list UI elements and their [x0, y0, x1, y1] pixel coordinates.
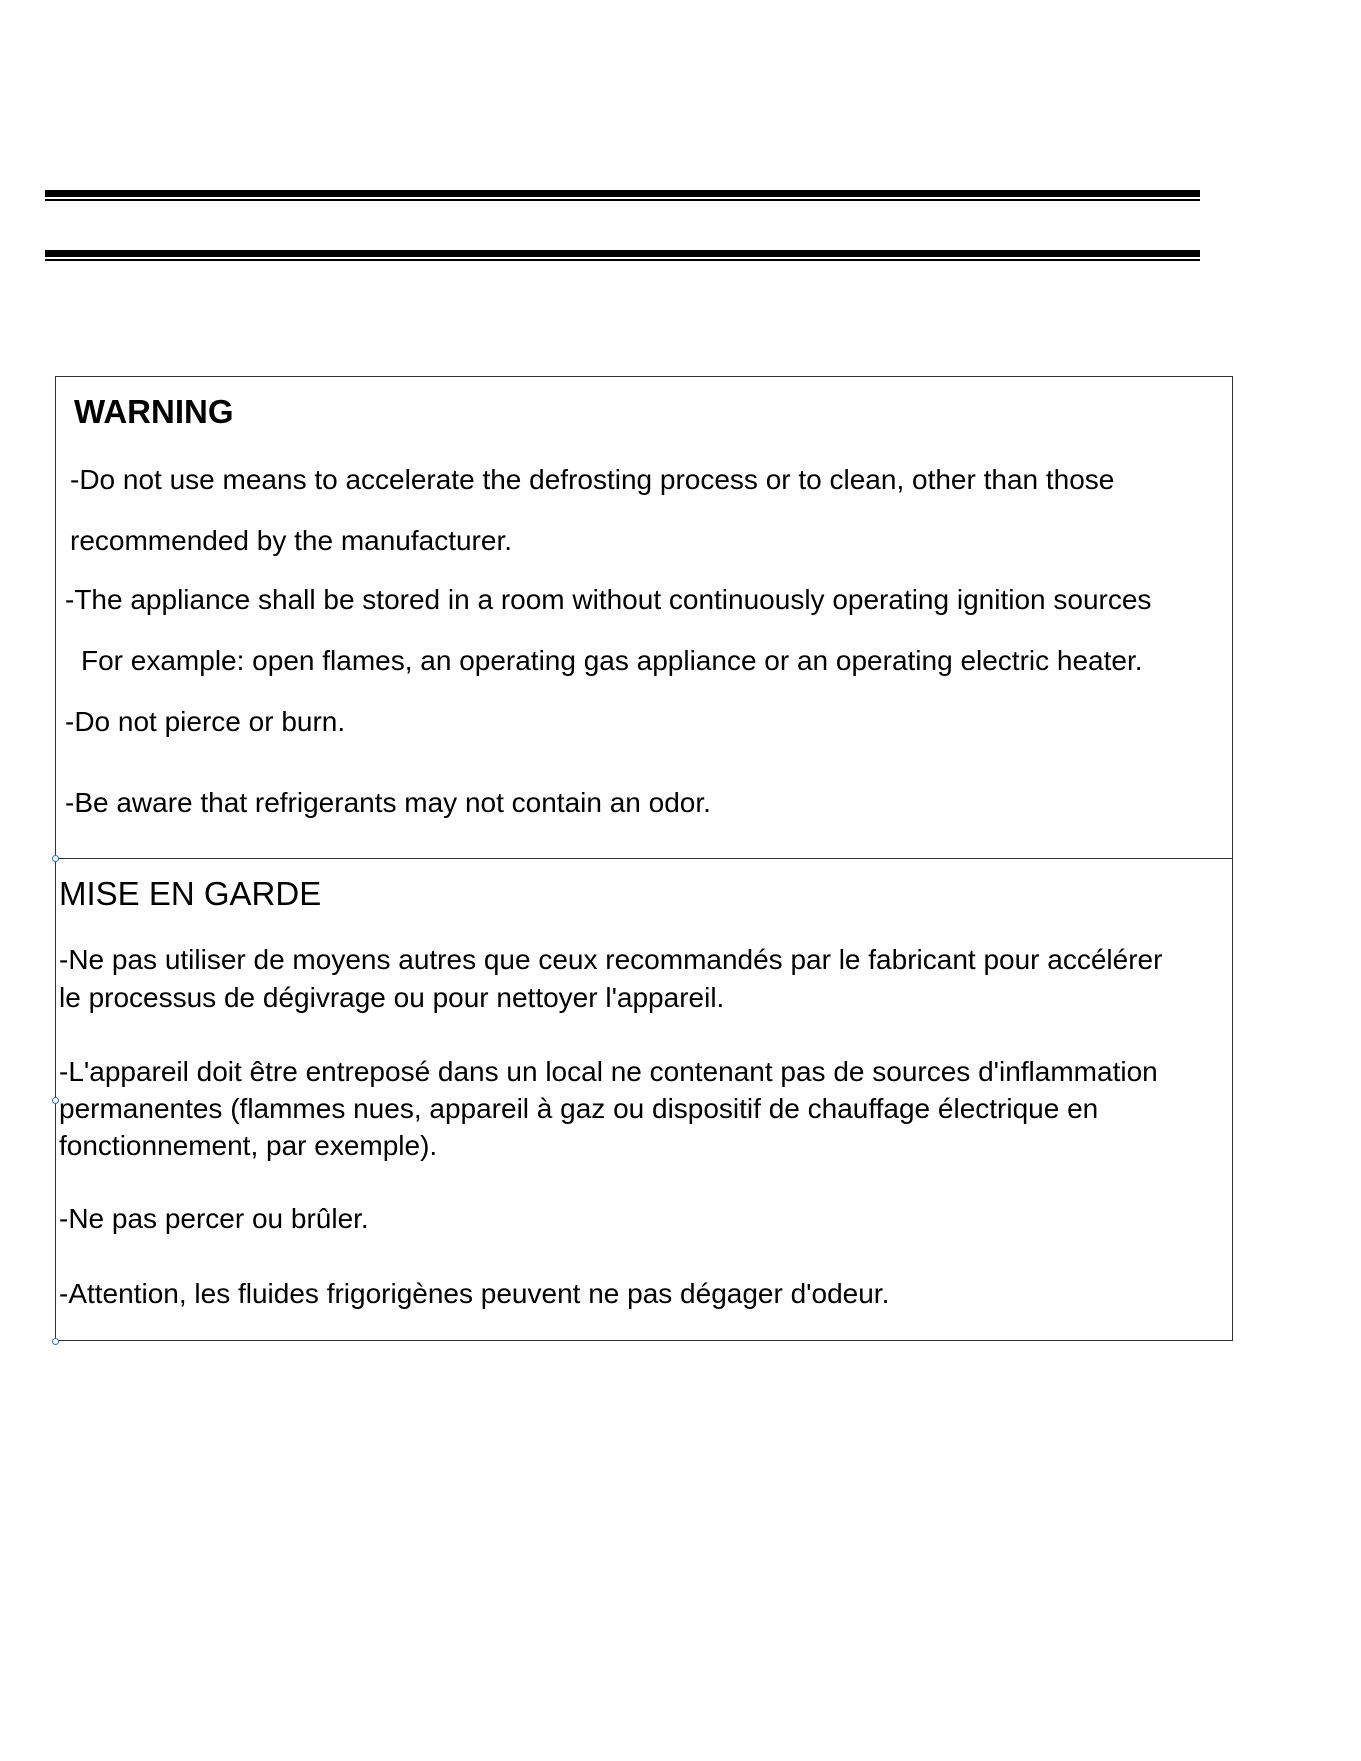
selection-handle-top[interactable]: [52, 855, 59, 862]
warning-heading: WARNING: [74, 393, 234, 430]
selection-handle-middle[interactable]: [52, 1097, 59, 1104]
mise-en-garde-line-5: fonctionnement, par exemple).: [59, 1130, 438, 1161]
mise-en-garde-line-1: -Ne pas utiliser de moyens autres que ceux recommandés par le fabricant pour accélérer: [59, 944, 1163, 975]
warning-line-1: -Do not use means to accelerate the defrosting process or to clean, other than those: [70, 464, 1115, 495]
warning-line-2: recommended by the manufacturer.: [70, 525, 513, 556]
warning-line-6: -Be aware that refrigerants may not contain an odor.: [65, 787, 711, 818]
selection-handle-bottom[interactable]: [52, 1338, 59, 1345]
warning-line-5: -Do not pierce or burn.: [65, 706, 346, 737]
mise-en-garde-line-2: le processus de dégivrage ou pour nettoyer l'appareil.: [59, 982, 725, 1013]
mise-en-garde-line-3: -L'appareil doit être entreposé dans un local ne contenant pas de sources d'inflammation: [59, 1056, 1158, 1087]
second-double-rule: [45, 250, 1200, 261]
mise-en-garde-line-7: -Attention, les fluides frigorigènes peuvent ne pas dégager d'odeur.: [59, 1278, 890, 1309]
warning-line-3: -The appliance shall be stored in a room without continuously operating ignition sources: [65, 584, 1152, 615]
warning-line-4: For example: open flames, an operating gas appliance or an operating electric heater.: [81, 645, 1143, 676]
top-double-rule: [45, 190, 1200, 201]
mise-en-garde-heading: MISE EN GARDE: [59, 875, 322, 912]
mise-en-garde-line-4: permanentes (flammes nues, appareil à gaz ou dispositif de chauffage électrique en: [59, 1093, 1099, 1124]
mise-en-garde-line-6: -Ne pas percer ou brûler.: [59, 1203, 369, 1234]
